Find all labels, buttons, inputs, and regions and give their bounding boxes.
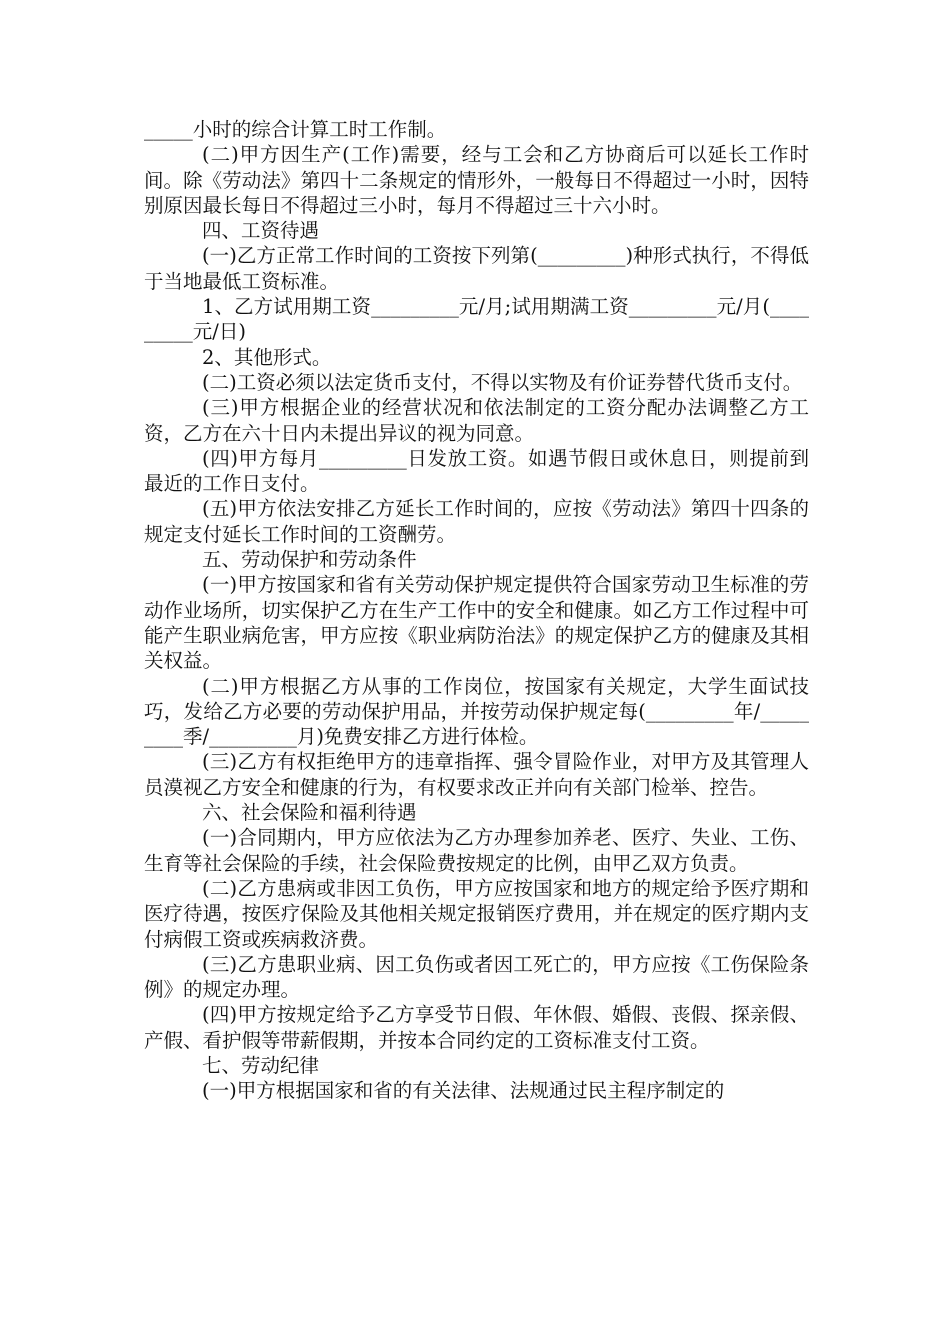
paragraph-work-injury: (三)乙方患职业病、因工负伤或者因工死亡的，甲方应按《工伤保险条例》的规定办理。 xyxy=(144,952,809,1002)
paragraph-protective-equipment: (二)甲方根据乙方从事的工作岗位，按国家有关规定，大学生面试技巧，发给乙方必要的劳动保护用品，并按劳动保护规定每(_________年/_________季/_________月)免费安排乙方进行体检。 xyxy=(144,674,809,749)
document-page xyxy=(144,117,809,1104)
section-heading-social-insurance: 六、社会保险和福利待遇 xyxy=(202,801,417,825)
paragraph-paid-leave: (四)甲方按规定给予乙方享受节日假、年休假、婚假、丧假、探亲假、产假、看护假等带薪假期，并按本合同约定的工资标准支付工资。 xyxy=(144,1003,809,1052)
paragraph-workplace-safety: (一)甲方按国家和省有关劳动保护规定提供符合国家劳动卫生标准的劳动作业场所，切实保护乙方在生产工作中的安全和健康。如乙方工作过程中可能产生职业病危害，甲方应按《职业病防治法》的规定保护乙方的健康及其相关权益。 xyxy=(144,573,809,673)
section-heading-labor-discipline: 七、劳动纪律 xyxy=(202,1053,320,1077)
paragraph-overtime-clause: (二)甲方因生产(工作)需要，经与工会和乙方协商后可以延长工作时间。除《劳动法》第四十二条规定的情形外，一般每日不得超过一小时，因特别原因最长每日不得超过三小时，每月不得超过三十六小时。 xyxy=(144,143,809,217)
paragraph-probation-wage: 1、乙方试用期工资_________元/月;试用期满工资_________元/月(_________元/日) xyxy=(144,295,809,344)
paragraph-rules-intro: (一)甲方根据国家和省的有关法律、法规通过民主程序制定的 xyxy=(202,1079,725,1103)
paragraph-right-to-refuse: (三)乙方有权拒绝甲方的违章指挥、强令冒险作业，对甲方及其管理人员漠视乙方安全和健康的行为，有权要求改正并向有关部门检举、控告。 xyxy=(144,750,809,799)
paragraph-wage-adjustment: (三)甲方根据企业的经营状况和依法制定的工资分配办法调整乙方工资，乙方在六十日内未提出异议的视为同意。 xyxy=(144,396,809,445)
paragraph-payday: (四)甲方每月_________日发放工资。如遇节假日或休息日，则提前到最近的工作日支付。 xyxy=(144,446,809,496)
paragraph-insurance-enrollment: (一)合同期内，甲方应依法为乙方办理参加养老、医疗、失业、工伤、生育等社会保险的手续，社会保险费按规定的比例，由甲乙双方负责。 xyxy=(144,826,809,875)
paragraph-currency-payment: (二)工资必须以法定货币支付，不得以实物及有价证券替代货币支付。 xyxy=(202,370,803,394)
paragraph-other-forms: 2、其他形式。 xyxy=(202,345,332,369)
paragraph-sick-leave: (二)乙方患病或非因工负伤，甲方应按国家和地方的规定给予医疗期和医疗待遇，按医疗保险及其他相关规定报销医疗费用，并在规定的医疗期内支付病假工资或疾病救济费。 xyxy=(144,876,809,951)
section-heading-wages: 四、工资待遇 xyxy=(202,219,320,243)
section-heading-labor-protection: 五、劳动保护和劳动条件 xyxy=(202,548,417,572)
paragraph-wage-form: (一)乙方正常工作时间的工资按下列第(_________)种形式执行，不得低于当地最低工资标准。 xyxy=(144,244,809,293)
paragraph-overtime-pay: (五)甲方依法安排乙方延长工作时间的，应按《劳动法》第四十四条的规定支付延长工作时间的工资酬劳。 xyxy=(144,497,809,546)
paragraph-working-hours-tail: _____小时的综合计算工时工作制。 xyxy=(144,118,447,141)
